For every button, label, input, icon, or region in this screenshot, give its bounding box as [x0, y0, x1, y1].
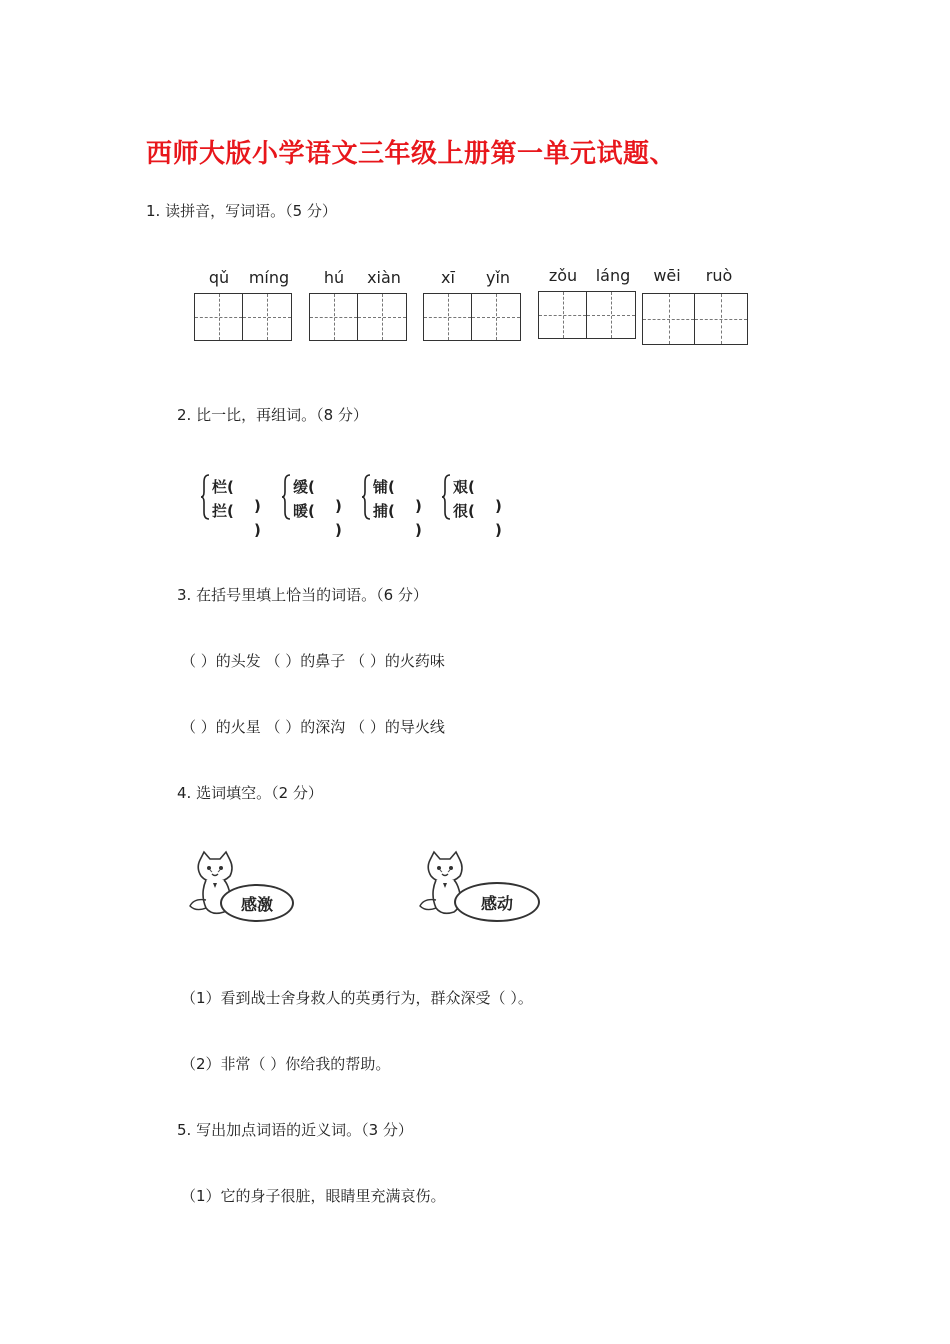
writing-grid[interactable] [194, 293, 292, 341]
pinyin-label: láng [595, 266, 631, 285]
page-title: 西师大版小学语文三年级上册第一单元试题、 [146, 139, 677, 169]
pinyin-label: qǔ [208, 268, 230, 287]
grid-cell[interactable] [643, 294, 695, 344]
pinyin-label: xī [441, 268, 455, 287]
compare-word-bottom[interactable]: 很() [453, 502, 502, 539]
grid-cell[interactable] [695, 294, 747, 344]
sentence-1[interactable]: （1）看到战士舍身救人的英勇行为，群众深受（ ）。 [181, 989, 533, 1007]
pinyin-label: ruò [705, 266, 733, 285]
sentence-2[interactable]: （2）非常（ ）你给我的帮助。 [181, 1055, 391, 1073]
writing-grid[interactable] [642, 293, 748, 345]
compare-word-top[interactable]: 缓() [293, 478, 342, 515]
grid-cell[interactable] [195, 294, 243, 340]
pinyin-label: wēi [653, 266, 681, 285]
writing-grid[interactable] [309, 293, 407, 341]
pinyin-label: xiàn [367, 268, 401, 287]
option-gan-dong[interactable]: 感动 [454, 882, 540, 922]
grid-cell[interactable] [424, 294, 472, 340]
grid-cell[interactable] [358, 294, 406, 340]
compare-word-bottom[interactable]: 暖() [293, 502, 342, 539]
word-option-1 [186, 850, 296, 920]
fill-in-line-1[interactable]: （ ）的头发 （ ）的鼻子 （ ）的火药味 [181, 652, 445, 670]
grid-cell[interactable] [587, 292, 635, 338]
compare-word-bottom[interactable]: 捕() [373, 502, 422, 539]
compare-word-top[interactable]: 栏() [212, 478, 261, 515]
grid-cell[interactable] [472, 294, 520, 340]
pinyin-label: míng [248, 268, 290, 287]
pinyin-label: zǒu [548, 266, 578, 285]
brace-icon [361, 474, 371, 520]
grid-cell[interactable] [310, 294, 358, 340]
fill-in-line-2[interactable]: （ ）的火星 （ ）的深沟 （ ）的导火线 [181, 718, 445, 736]
question-5-heading: 5. 写出加点词语的近义词。（3 分） [177, 1121, 413, 1139]
compare-word-top[interactable]: 铺() [373, 478, 422, 515]
brace-icon [200, 474, 210, 520]
brace-icon [441, 474, 451, 520]
question-1-heading: 1. 读拼音，写词语。（5 分） [146, 202, 337, 220]
writing-grid[interactable] [538, 291, 636, 339]
brace-icon [281, 474, 291, 520]
option-gan-ji[interactable]: 感激 [220, 884, 294, 922]
pinyin-label: yǐn [485, 268, 511, 287]
grid-cell[interactable] [539, 292, 587, 338]
question-2-heading: 2. 比一比，再组词。（8 分） [177, 406, 368, 424]
compare-word-bottom[interactable]: 拦() [212, 502, 261, 539]
word-option-2 [416, 850, 540, 920]
pinyin-label: hú [323, 268, 345, 287]
compare-word-top[interactable]: 艰() [453, 478, 502, 515]
grid-cell[interactable] [243, 294, 291, 340]
question-4-heading: 4. 选词填空。（2 分） [177, 784, 323, 802]
writing-grid[interactable] [423, 293, 521, 341]
question-3-heading: 3. 在括号里填上恰当的词语。（6 分） [177, 586, 428, 604]
q5-sentence-1: （1）它的身子很脏，眼睛里充满哀伤。 [181, 1187, 446, 1205]
